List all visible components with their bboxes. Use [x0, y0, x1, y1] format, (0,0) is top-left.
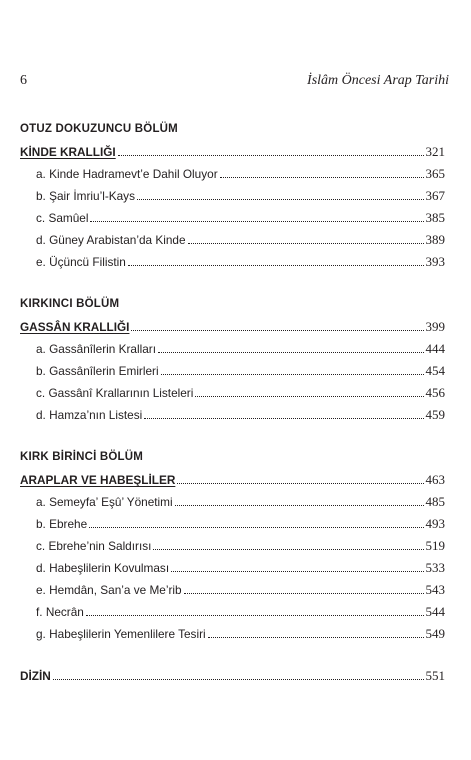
toc-entry-page: 385 [425, 210, 445, 225]
dot-leader [53, 678, 424, 680]
dot-leader [177, 482, 423, 484]
toc-entry-label: b. Gassânîlerin Emirleri [36, 364, 159, 378]
dot-leader [175, 504, 424, 506]
toc-entry-page: 367 [425, 188, 445, 203]
toc-index-entry[interactable] [20, 668, 445, 684]
toc-entry-label: d. Güney Arabistan’da Kinde [36, 233, 186, 247]
toc-sub-entry[interactable] [36, 626, 445, 642]
dot-leader [208, 636, 424, 638]
toc-entry-page: 543 [425, 582, 445, 597]
toc-entry-label: c. Samûel [36, 211, 89, 225]
toc-entry-label: d. Habeşlilerin Kovulması [36, 561, 170, 575]
toc-entry-page: 389 [425, 232, 445, 247]
toc-entry-page: 399 [425, 319, 445, 334]
toc-entry-label: ARAPLAR VE HABEŞLİLER [20, 473, 176, 487]
chapter-heading: OTUZ DOKUZUNCU BÖLÜM [20, 123, 178, 135]
toc-sub-entry[interactable] [36, 538, 445, 554]
toc-entry-label: a. Semeyfa’ Eşû’ Yönetimi [36, 495, 173, 509]
toc-sub-entry[interactable] [36, 604, 445, 620]
toc-entry-label: GASSÂN KRALLIĞI [20, 320, 130, 334]
toc-entry-label: f. Necrân [36, 605, 84, 619]
toc-entry-label: b. Ebrehe [36, 517, 88, 531]
dot-leader [86, 614, 424, 616]
dot-leader [89, 526, 423, 528]
toc-entry-label: e. Üçüncü Filistin [36, 255, 126, 269]
toc-sub-entry[interactable] [36, 341, 445, 357]
toc-entry-label: DİZİN [20, 669, 51, 683]
toc-entry-label: c. Ebrehe’nin Saldırısı [36, 539, 152, 553]
toc-entry-page: 463 [425, 472, 445, 487]
toc-entry-label: g. Habeşlilerin Yemenlilere Tesiri [36, 627, 206, 641]
toc-entry-label: b. Şair İmriu’l-Kays [36, 189, 135, 203]
dot-leader [171, 570, 423, 572]
toc-entry-page: 444 [425, 341, 445, 356]
toc-entry-page: 519 [425, 538, 445, 553]
running-title: İslâm Öncesi Arap Tarihi [307, 73, 449, 88]
toc-sub-entry[interactable] [36, 560, 445, 576]
toc-entry-page: 393 [425, 254, 445, 269]
toc-main-entry[interactable] [20, 144, 445, 160]
chapter-heading: KIRK BİRİNCİ BÖLÜM [20, 451, 144, 463]
toc-entry-page: 456 [425, 385, 445, 400]
toc-entry-page: 493 [425, 516, 445, 531]
dot-leader [188, 242, 424, 244]
dot-leader [90, 220, 423, 222]
dot-leader [137, 198, 424, 200]
dot-leader [220, 176, 424, 178]
dot-leader [184, 592, 424, 594]
toc-entry-page: 533 [425, 560, 445, 575]
page-header [20, 73, 449, 91]
toc-sub-entry[interactable] [36, 232, 445, 248]
toc-entry-page: 454 [425, 363, 445, 378]
toc-main-entry[interactable] [20, 472, 445, 488]
page-number: 6 [20, 73, 27, 88]
toc-entry-label: KİNDE KRALLIĞI [20, 145, 116, 159]
toc-entry-label: d. Hamza’nın Listesi [36, 408, 143, 422]
toc-entry-page: 544 [425, 604, 445, 619]
toc-entry-page: 549 [425, 626, 445, 641]
toc-sub-entry[interactable] [36, 210, 445, 226]
toc-sub-entry[interactable] [36, 254, 445, 270]
toc-sub-entry[interactable] [36, 582, 445, 598]
toc-entry-page: 485 [425, 494, 445, 509]
dot-leader [158, 351, 424, 353]
dot-leader [161, 373, 424, 375]
toc-entry-page: 321 [425, 144, 445, 159]
dot-leader [153, 548, 423, 550]
toc-entry-label: c. Gassânî Krallarının Listeleri [36, 386, 194, 400]
toc-sub-entry[interactable] [36, 407, 445, 423]
toc-entry-page: 551 [425, 668, 445, 683]
toc-sub-entry[interactable] [36, 166, 445, 182]
dot-leader [131, 329, 423, 331]
toc-entry-page: 459 [425, 407, 445, 422]
dot-leader [144, 417, 423, 419]
toc-sub-entry[interactable] [36, 188, 445, 204]
toc-sub-entry[interactable] [36, 363, 445, 379]
dot-leader [128, 264, 424, 266]
dot-leader [118, 154, 424, 156]
toc-sub-entry[interactable] [36, 516, 445, 532]
chapter-heading: KIRKINCI BÖLÜM [20, 298, 120, 310]
toc-entry-label: a. Kinde Hadramevt’e Dahil Oluyor [36, 167, 218, 181]
toc-sub-entry[interactable] [36, 494, 445, 510]
dot-leader [195, 395, 423, 397]
toc-entry-label: a. Gassânîlerin Kralları [36, 342, 156, 356]
toc-entry-page: 365 [425, 166, 445, 181]
toc-entry-label: e. Hemdân, San’a ve Me’rib [36, 583, 182, 597]
toc-sub-entry[interactable] [36, 385, 445, 401]
toc-main-entry[interactable] [20, 319, 445, 335]
